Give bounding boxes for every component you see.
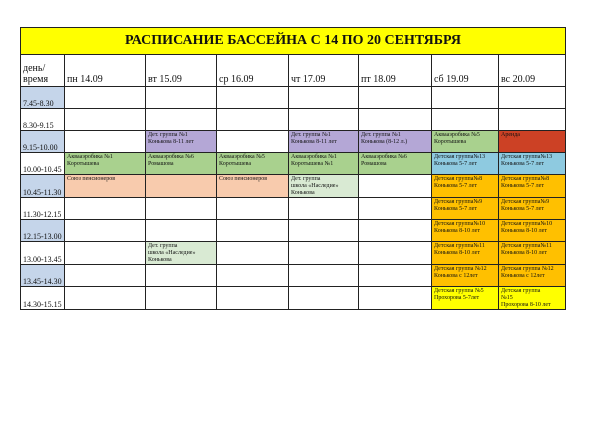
activity-cell bbox=[217, 287, 289, 310]
activity-cell: Детская группа№8 Конькова 5-7 лет bbox=[499, 175, 566, 198]
activity-cell bbox=[432, 87, 499, 109]
schedule-row bbox=[21, 175, 566, 198]
activity-cell: Детская группа№10 Конькова 8-10 лет bbox=[432, 220, 499, 242]
activity-cell: Детская группа №12 Конькова с 12лет bbox=[499, 265, 566, 287]
schedule-table bbox=[20, 27, 566, 310]
activity-cell: Аквааэробика №6 Ромашова bbox=[146, 153, 217, 175]
schedule-title: РАСПИСАНИЕ БАССЕЙНА С 14 ПО 20 СЕНТЯБРЯ bbox=[21, 28, 566, 55]
day-header: пт 18.09 bbox=[359, 55, 432, 87]
activity-cell bbox=[146, 198, 217, 220]
header-row bbox=[21, 55, 566, 87]
activity-cell: Детская группа№13 Конькова 5-7 лет bbox=[432, 153, 499, 175]
schedule-row bbox=[21, 109, 566, 131]
activity-cell bbox=[65, 131, 146, 153]
time-slot: 9.15-10.00 bbox=[21, 131, 65, 153]
activity-cell bbox=[65, 242, 146, 265]
time-slot: 12.15-13.00 bbox=[21, 220, 65, 242]
activity-cell bbox=[65, 109, 146, 131]
activity-cell bbox=[217, 242, 289, 265]
activity-cell bbox=[217, 109, 289, 131]
schedule-row bbox=[21, 242, 566, 265]
schedule-row bbox=[21, 198, 566, 220]
activity-cell: Дет. группа школа «Наследие» Конькова bbox=[289, 175, 359, 198]
time-slot: 8.30-9.15 bbox=[21, 109, 65, 131]
activity-cell bbox=[289, 220, 359, 242]
schedule-row bbox=[21, 87, 566, 109]
time-slot: 10.00-10.45 bbox=[21, 153, 65, 175]
activity-cell bbox=[359, 242, 432, 265]
activity-cell: Аквааэробика №5 Коротышева bbox=[432, 131, 499, 153]
activity-cell: Аквааэробика №5 Коротышева bbox=[217, 153, 289, 175]
activity-cell: Детская группа №12 Конькова с 12лет bbox=[432, 265, 499, 287]
activity-cell: Детская группа№11 Конькова 8-10 лет bbox=[499, 242, 566, 265]
day-header: вс 20.09 bbox=[499, 55, 566, 87]
activity-cell bbox=[65, 198, 146, 220]
activity-cell bbox=[359, 265, 432, 287]
activity-cell: Союз пенсионеров bbox=[217, 175, 289, 198]
activity-cell bbox=[217, 87, 289, 109]
activity-cell bbox=[289, 242, 359, 265]
time-slot: 13.00-13.45 bbox=[21, 242, 65, 265]
activity-cell bbox=[65, 287, 146, 310]
day-header: сб 19.09 bbox=[432, 55, 499, 87]
activity-cell bbox=[217, 220, 289, 242]
activity-cell: Аквааэробика №1 Коротышева №1 bbox=[289, 153, 359, 175]
activity-cell bbox=[359, 198, 432, 220]
activity-cell: Детская группа№13 Конькова 5-7 лет bbox=[499, 153, 566, 175]
activity-cell bbox=[146, 265, 217, 287]
title-row bbox=[21, 28, 566, 55]
activity-cell bbox=[359, 87, 432, 109]
activity-cell: Детская группа№9 Конькова 5-7 лет bbox=[499, 198, 566, 220]
activity-cell bbox=[432, 109, 499, 131]
schedule-row bbox=[21, 131, 566, 153]
activity-cell bbox=[359, 175, 432, 198]
activity-cell: Дет. группа №1 Конькова (8-12 л.) bbox=[359, 131, 432, 153]
activity-cell bbox=[359, 220, 432, 242]
activity-cell bbox=[65, 265, 146, 287]
day-header: пн 14.09 bbox=[65, 55, 146, 87]
day-header: вт 15.09 bbox=[146, 55, 217, 87]
activity-cell: Аквааэробика №1 Коротышева bbox=[65, 153, 146, 175]
time-slot: 10.45-11.30 bbox=[21, 175, 65, 198]
activity-cell: Дет. группа №1 Конькова 8-11 лет bbox=[289, 131, 359, 153]
time-slot: 11.30-12.15 bbox=[21, 198, 65, 220]
day-header: ср 16.09 bbox=[217, 55, 289, 87]
corner-label: день/ время bbox=[21, 55, 65, 87]
activity-cell: Дет. группа школа «Наследие» Конькова bbox=[146, 242, 217, 265]
activity-cell bbox=[499, 109, 566, 131]
activity-cell: Детская группа №5 Прохорова 5-7лет bbox=[432, 287, 499, 310]
activity-cell bbox=[289, 198, 359, 220]
activity-cell bbox=[146, 287, 217, 310]
activity-cell bbox=[289, 109, 359, 131]
activity-cell bbox=[289, 87, 359, 109]
activity-cell bbox=[499, 87, 566, 109]
activity-cell bbox=[359, 287, 432, 310]
activity-cell: Дет. группа №1 Конькова 8-11 лет bbox=[146, 131, 217, 153]
activity-cell bbox=[146, 220, 217, 242]
activity-cell bbox=[65, 87, 146, 109]
activity-cell bbox=[146, 175, 217, 198]
schedule-row bbox=[21, 153, 566, 175]
schedule-row bbox=[21, 287, 566, 310]
time-slot: 13.45-14.30 bbox=[21, 265, 65, 287]
activity-cell: Детская группа№8 Конькова 5-7 лет bbox=[432, 175, 499, 198]
activity-cell bbox=[146, 109, 217, 131]
activity-cell bbox=[65, 220, 146, 242]
activity-cell bbox=[359, 109, 432, 131]
activity-cell: Союз пенсионеров bbox=[65, 175, 146, 198]
time-slot: 14.30-15.15 bbox=[21, 287, 65, 310]
activity-cell bbox=[217, 198, 289, 220]
schedule-row bbox=[21, 265, 566, 287]
activity-cell bbox=[217, 131, 289, 153]
activity-cell: Детская группа№9 Конькова 5-7 лет bbox=[432, 198, 499, 220]
activity-cell bbox=[289, 287, 359, 310]
time-slot: 7.45-8.30 bbox=[21, 87, 65, 109]
activity-cell: Аквааэробика №6 Ромашова bbox=[359, 153, 432, 175]
activity-cell: Детская группа№11 Конькова 8-10 лет bbox=[432, 242, 499, 265]
activity-cell: Аренда bbox=[499, 131, 566, 153]
schedule-row bbox=[21, 220, 566, 242]
activity-cell bbox=[146, 87, 217, 109]
day-header: чт 17.09 bbox=[289, 55, 359, 87]
activity-cell bbox=[217, 265, 289, 287]
activity-cell: Детская группа№10 Конькова 8-10 лет bbox=[499, 220, 566, 242]
activity-cell bbox=[289, 265, 359, 287]
activity-cell: Детская группа №15 Прохорова 8-10 лет bbox=[499, 287, 566, 310]
